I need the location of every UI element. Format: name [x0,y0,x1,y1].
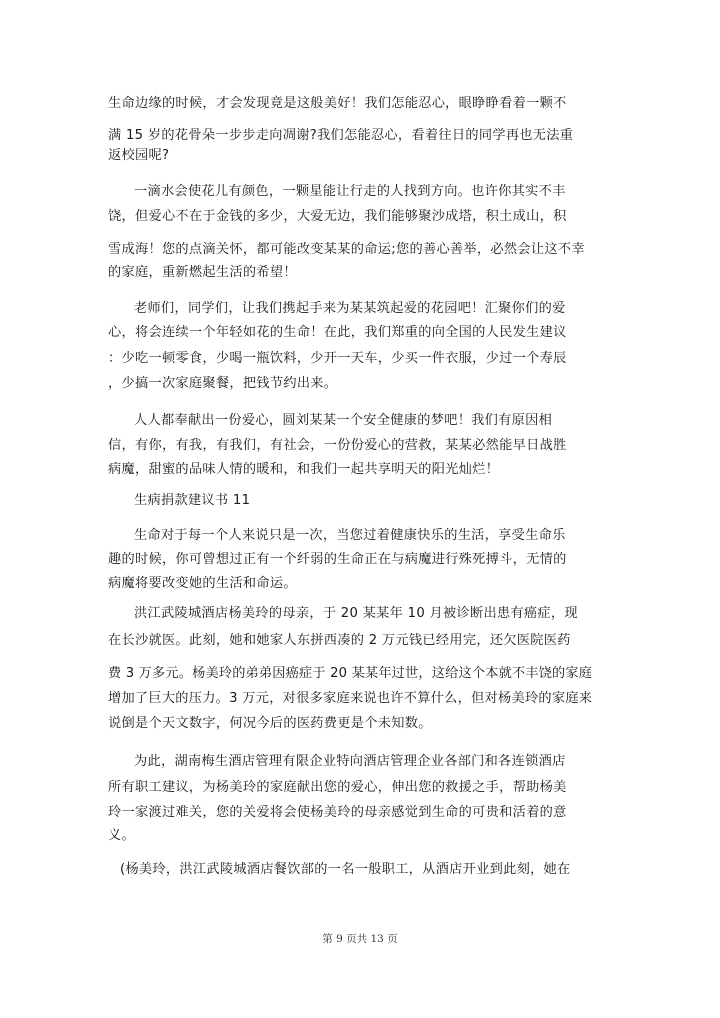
text-line: 饶，但爱心不在于金钱的多少，大爱无边，我们能够聚沙成塔，积土成山，积 [108,209,567,224]
page-number-footer: 第 9 页共 13 页 [322,933,398,945]
text-line: 为此，湖南梅生酒店管理有限企业特向酒店管理企业各部门和各连锁酒店 [134,754,566,769]
text-line: 说倒是个天文数字，何况今后的医药费更是个未知数。 [108,716,432,731]
text-line: 玲一家渡过难关，您的关爱将会使杨美玲的母亲感觉到生命的可贵和活着的意 [108,805,567,820]
text-line: 在长沙就医。此刻，她和她家人东拼西凑的 2 万元钱已经用完，还欠医院医药 [108,633,571,648]
text-line: 生命边缘的时候，才会发现竟是这般美好！我们怎能忍心，眼睁睁看着一颗不 [108,96,567,111]
text-line: 增加了巨大的压力。3 万元，对很多家庭来说也许不算什么，但对杨美玲的家庭来 [108,691,593,706]
text-line: (杨美玲，洪江武陵城酒店餐饮部的一名一般职工，从酒店开业到此刻，她在 [120,862,571,877]
text-line: 洪江武陵城酒店杨美玲的母亲，于 20 某某年 10 月被诊断出患有癌症，现 [134,606,578,621]
text-line: 义。 [108,828,135,843]
text-line: 满 15 岁的花骨朵一步步走向凋谢?我们怎能忍心，看着往日的同学再也无法重 [108,128,574,143]
text-line: ，少搞一次家庭聚餐，把钱节约出来。 [108,376,338,391]
text-line: 人人都奉献出一份爱心，圆刘某某一个安全健康的梦吧！我们有原因相 [134,413,553,428]
text-line: 趣的时候，你可曾想过正有一个纤弱的生命正在与病魔进行殊死搏斗，无情的 [108,552,567,567]
text-line: 雪成海！您的点滴关怀，都可能改变某某的命运;您的善心善举，必然会让这不幸 [108,242,585,257]
text-line: 心，将会连续一个年轻如花的生命！在此，我们郑重的向全国的人民发生建议 [108,325,567,340]
text-line: 的家庭，重新燃起生活的希望！ [108,265,297,280]
text-line: 病魔，甜蜜的品味人情的暖和，和我们一起共享明天的阳光灿烂！ [108,462,500,477]
text-line: 所有职工建议，为杨美玲的家庭献出您的爱心，伸出您的救援之手，帮助杨美 [108,780,567,795]
text-line: 病魔将要改变她的生活和命运。 [108,576,297,591]
text-line: ：少吃一顿零食，少喝一瓶饮料，少开一天车，少买一件衣服，少过一个寿辰 [108,351,567,366]
section-heading: 生病捐款建议书 11 [134,493,251,508]
text-line: 信，有你，有我，有我们，有社会，一份份爱心的营救，某某必然能早日战胜 [108,438,567,453]
text-line: 费 3 万多元。杨美玲的弟弟因癌症于 20 某某年过世，这给这个本就不丰饶的家庭 [108,666,593,681]
text-line: 一滴水会使花儿有颜色，一颗星能让行走的人找到方向。也许你其实不丰 [134,184,566,199]
text-line: 老师们，同学们，让我们携起手来为某某筑起爱的花园吧！汇聚你们的爱 [134,301,566,316]
text-line: 生命对于每一个人来说只是一次，当您过着健康快乐的生活，享受生命乐 [134,528,566,543]
text-line: 返校园呢? [108,148,170,163]
